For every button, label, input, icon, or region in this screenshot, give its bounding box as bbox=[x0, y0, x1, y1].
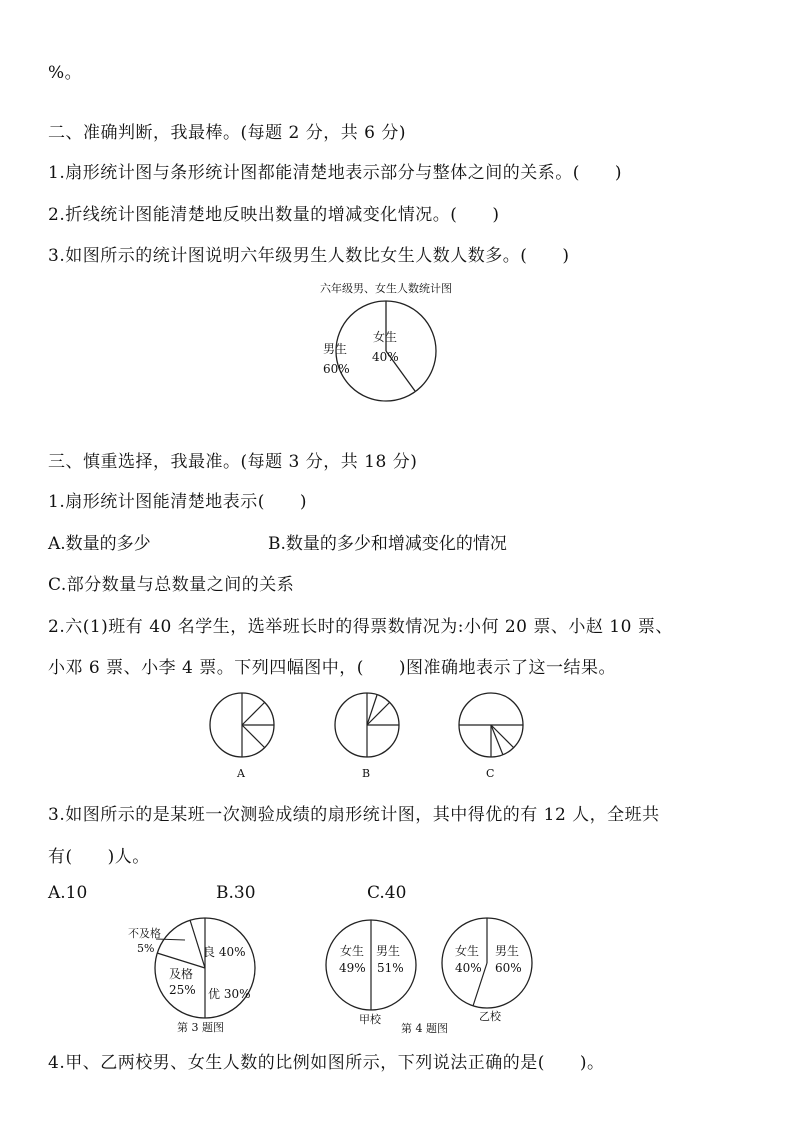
q1-option-b: B.数量的多少和增减变化的情况 bbox=[268, 534, 507, 554]
good-label: 良 40% bbox=[203, 945, 246, 959]
girl-label: 女生 bbox=[373, 330, 398, 344]
fail-label: 不及格 bbox=[128, 927, 161, 940]
pie-b-label: B bbox=[362, 767, 371, 780]
vote-pie-options bbox=[205, 688, 545, 784]
top-fragment: %。 bbox=[48, 63, 83, 83]
school-a-girl-pct: 49% bbox=[339, 961, 366, 975]
boy-pct: 60% bbox=[323, 362, 350, 376]
q3-option-a: A.10 bbox=[48, 883, 88, 903]
section2-q3: 3.如图所示的统计图说明六年级男生人数比女生人数人数多。( ) bbox=[48, 246, 570, 266]
section2-q2: 2.折线统计图能清楚地反映出数量的增减变化情况。( ) bbox=[48, 205, 500, 225]
fig4-caption: 第 4 题图 bbox=[401, 1022, 448, 1035]
fig3-caption: 第 3 题图 bbox=[177, 1021, 224, 1034]
section3-q2-line1: 2.六(1)班有 40 名学生，选举班长时的得票数情况为:小何 20 票、小赵 10 票、 bbox=[48, 617, 673, 637]
school-a-girl-label: 女生 bbox=[340, 944, 365, 958]
section3-q3-line2: 有( )人。 bbox=[48, 847, 150, 867]
pie-a-label: A bbox=[237, 767, 245, 780]
pass-pct: 25% bbox=[169, 983, 196, 997]
pie-c-label: C bbox=[486, 767, 495, 780]
pie-c-line bbox=[491, 725, 503, 755]
school-b-boy-pct: 60% bbox=[495, 961, 522, 975]
fail-pct: 5% bbox=[137, 942, 155, 955]
excellent-label: 优 30% bbox=[208, 987, 251, 1001]
section3-heading: 三、慎重选择，我最准。(每题 3 分，共 18 分) bbox=[48, 452, 418, 472]
grades-pie-divider bbox=[190, 920, 205, 968]
school-b-boy-label: 男生 bbox=[495, 944, 520, 958]
pie-a-line bbox=[242, 702, 265, 725]
section3-q1: 1.扇形统计图能清楚地表示( ) bbox=[48, 492, 307, 512]
girl-pct: 40% bbox=[372, 350, 399, 364]
pass-label: 及格 bbox=[169, 967, 194, 981]
school-a-name: 甲校 bbox=[359, 1013, 381, 1026]
grades-pie-divider bbox=[157, 953, 205, 968]
q3-option-c: C.40 bbox=[367, 883, 407, 903]
q1-option-a: A.数量的多少 bbox=[48, 534, 151, 554]
q1-option-c: C.部分数量与总数量之间的关系 bbox=[48, 575, 295, 595]
gender-chart-title: 六年级男、女生人数统计图 bbox=[320, 282, 452, 295]
school-a-boy-pct: 51% bbox=[377, 961, 404, 975]
boy-label: 男生 bbox=[323, 342, 348, 356]
pie-c-line bbox=[491, 725, 514, 748]
section2-q1: 1.扇形统计图与条形统计图都能清楚地表示部分与整体之间的关系。( ) bbox=[48, 163, 622, 183]
q3-option-b: B.30 bbox=[216, 883, 256, 903]
pie-a-line bbox=[242, 725, 265, 748]
school-b-name: 乙校 bbox=[479, 1010, 501, 1023]
section2-heading: 二、准确判断，我最棒。(每题 2 分，共 6 分) bbox=[48, 123, 407, 143]
section3-q4: 4.甲、乙两校男、女生人数的比例如图所示，下列说法正确的是( )。 bbox=[48, 1053, 605, 1073]
section3-q3-line1: 3.如图所示的是某班一次测验成绩的扇形统计图，其中得优的有 12 人，全班共 bbox=[48, 805, 660, 825]
gender-pie-chart bbox=[300, 278, 480, 413]
fig3-fig4 bbox=[95, 910, 545, 1035]
section3-q2-line2: 小邓 6 票、小李 4 票。下列四幅图中，( )图准确地表示了这一结果。 bbox=[48, 658, 617, 678]
school-b-girl-label: 女生 bbox=[455, 944, 480, 958]
school-a-boy-label: 男生 bbox=[376, 944, 401, 958]
school-b-girl-pct: 40% bbox=[455, 961, 482, 975]
